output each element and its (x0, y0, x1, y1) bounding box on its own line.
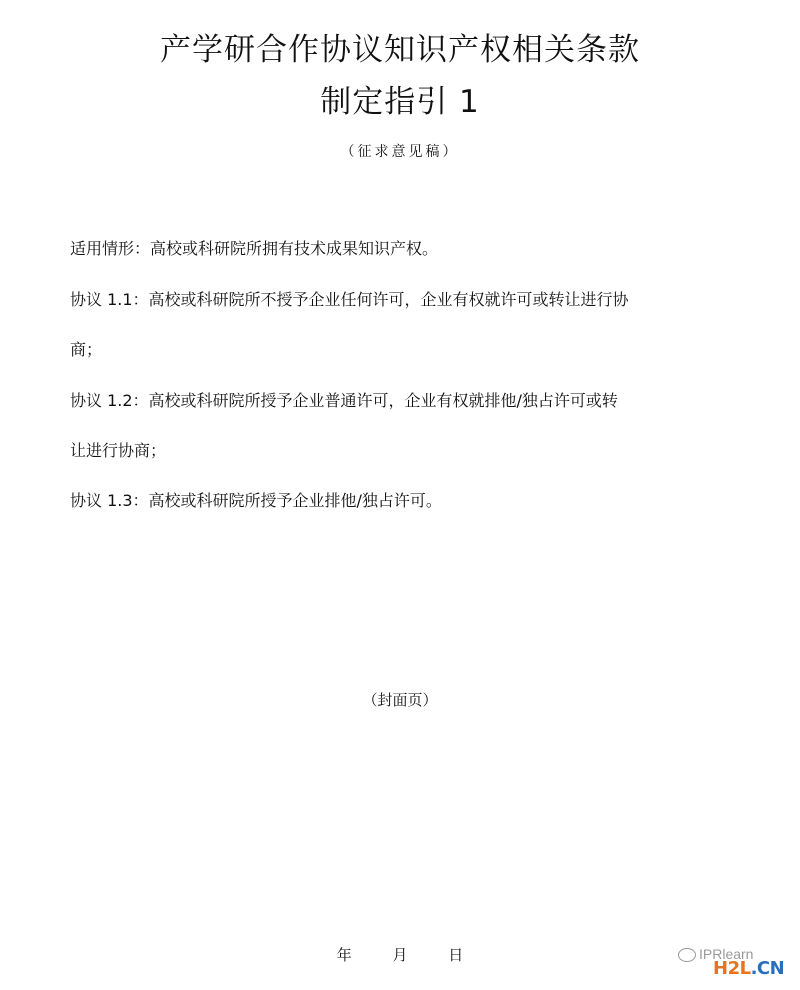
date-month: 月 (392, 946, 408, 964)
scope-paragraph: 适用情形：高校或科研院所拥有技术成果知识产权。 (70, 239, 439, 258)
date-year: 年 (336, 946, 352, 964)
cover-page-label: （封面页） (362, 691, 438, 709)
logo-part1: H2L (713, 958, 751, 979)
site-logo (713, 958, 784, 979)
document-title-line1: 产学研合作协议知识产权相关条款 (160, 32, 640, 68)
watermark-text: IPRlearn (699, 946, 754, 962)
date-day: 日 (448, 946, 464, 964)
agreement-1-2 (70, 390, 750, 462)
agreement-1-1-line1: 协议 1.1：高校或科研院所不授予企业任何许可，企业有权就许可或转让进行协 (70, 290, 629, 309)
document-title-line2: 制定指引 1 (320, 84, 480, 120)
document-subtitle: （征求意见稿） (340, 144, 460, 160)
logo-part2: .CN (750, 958, 785, 979)
agreement-1-2-line2: 让进行协商； (70, 441, 167, 460)
agreement-1-1-line2: 商； (70, 340, 103, 359)
agreement-1-3 (70, 490, 750, 512)
agreement-1-1 (70, 289, 750, 361)
agreement-1-2-line1: 协议 1.2：高校或科研院所授予企业普通许可，企业有权就排他/独占许可或转 (70, 391, 618, 410)
wechat-icon (678, 948, 696, 962)
agreement-1-3-line1: 协议 1.3：高校或科研院所授予企业排他/独占许可。 (70, 491, 442, 510)
